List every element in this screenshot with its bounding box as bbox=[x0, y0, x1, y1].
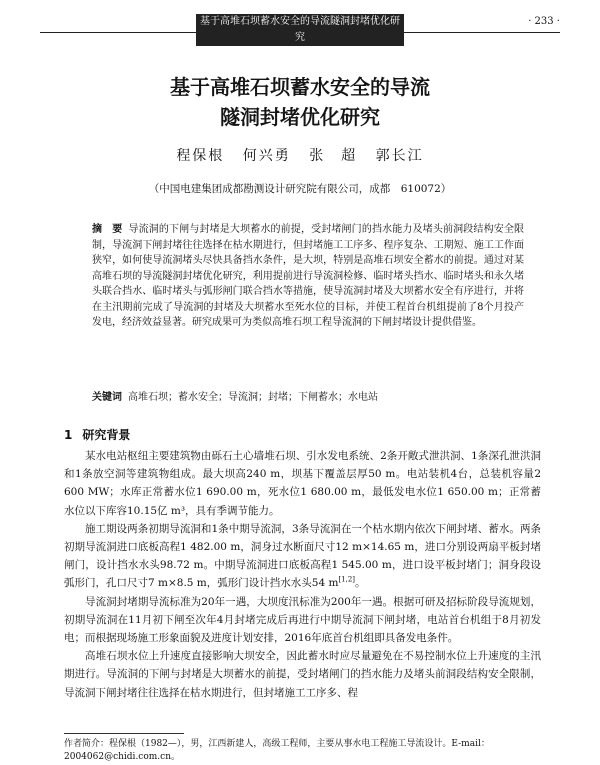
author-footnote: 作者简介：程保根（1982—），男，江西新建人，高级工程师，主要从事水电工程施工导流设计。E-mail：2004062@chidi.com.cn。 bbox=[64, 739, 490, 762]
abstract-label: 摘 要 bbox=[92, 224, 123, 235]
author-name: 程保根 bbox=[176, 148, 225, 164]
title-line-1: 基于高堆石坝蓄水安全的导流 bbox=[170, 75, 430, 99]
running-header-title: 基于高堆石坝蓄水安全的导流隧洞封堵优化研究 bbox=[196, 14, 404, 46]
citation-ref: [1,2] bbox=[338, 575, 356, 584]
paragraph bbox=[64, 520, 541, 593]
section-number: 1 bbox=[64, 428, 73, 442]
page-number: · 233 · bbox=[528, 16, 560, 27]
footnote-divider bbox=[64, 733, 184, 734]
keywords-label: 关键词 bbox=[92, 392, 122, 403]
author-name: 郭长江 bbox=[375, 148, 424, 164]
title-line-2: 隧洞封堵优化研究 bbox=[220, 105, 380, 129]
body-text bbox=[64, 447, 541, 702]
abstract-text: 导流洞的下闸与封堵是大坝蓄水的前提，受封堵闸门的挡水能力及堵头前洞段结构安全限制，导流洞下闸封堵往往选择在枯水期进行，但封堵施工工序多、程序复杂、工期短、施工工作面狭窄，如何使导流洞堵头尽快具备挡水条件，是大坝，特别是高堆石坝安全蓄水的前提。通过对某高堆石坝的导流隧洞封堵优化研究，利用提前进行导流洞检修、临时堵头挡水、临时堵头和永久堵头联合挡水、临时堵头与弧形闸门联合挡水等措施，使导流洞封堵及大坝蓄水安全有序进行，并将在主汛期前完成了导流洞的封堵及大坝蓄水至死水位的目标，并使工程首台机组提前了8个月投产发电，经济效益显著。研究成果可为类似高堆石坝工程导流洞的下闸封堵设计提供借鉴。 bbox=[92, 224, 525, 328]
section-title: 研究背景 bbox=[82, 428, 131, 442]
abstract bbox=[92, 222, 524, 331]
paragraph: 高堆石坝水位上升速度直接影响大坝安全，因此蓄水时应尽量避免在不易控制水位上升速度的主汛期进行。导流洞的下闸与封堵是大坝蓄水的前提，受封堵闸门的挡水能力及堵头前洞段结构安全限制，导流洞下闸封堵往往选择在枯水期进行，但封堵施工工序多、程 bbox=[64, 650, 541, 699]
paragraph: 某水电站枢纽主要建筑物由砾石土心墙堆石坝、引水发电系统、2条开敞式泄洪洞、1条深孔泄洪洞和1条放空洞等建筑物组成。最大坝高240 m，坝基下覆盖层厚50 m。电站装机4台，总装机容量2 600 MW；水库正常蓄水位1 690.00 m，死水位1 680.00 m，最低发电水位1 650.00 m；正常蓄水位以下库容10.15亿 m³，具有季调节能力。 bbox=[64, 450, 541, 517]
paper-title bbox=[0, 72, 600, 132]
author-name: 何兴勇 bbox=[242, 148, 291, 164]
author-name: 张 超 bbox=[309, 148, 358, 164]
running-header bbox=[40, 14, 560, 43]
paragraph-text: 施工期设两条初期导流洞和1条中期导流洞，3条导流洞在一个枯水期内依次下闸封堵、蓄水。两条初期导流洞进口底板高程1 482.00 m，洞身过水断面尺寸12 m×14.65 m，进口分别设两扇平板封堵闸门，设计挡水水头98.72 m。中期导流洞进口底板高程1 545.00 m，进口设平板封堵门；洞身段设弧形门，孔口尺寸7 m×8.5 m，弧形门设计挡水水头54 m bbox=[64, 522, 541, 590]
affiliation: （中国电建集团成都勘测设计研究院有限公司，成都 610072） bbox=[148, 183, 452, 195]
author-list bbox=[0, 145, 600, 165]
paragraph-text: 。 bbox=[355, 577, 366, 590]
keywords-text: 高堆石坝；蓄水安全；导流洞；封堵；下闸蓄水；水电站 bbox=[128, 392, 378, 403]
keywords bbox=[92, 390, 524, 405]
paragraph: 导流洞封堵期导流标准为20年一遇，大坝度汛标准为200年一遇。根据可研及招标阶段导流规划，初期导流洞在11月初下闸至次年4月封堵完成后再进行中期导流洞下闸封堵，电站首台机组于8月初发电；而根据现场施工形象面貌及进度计划安排，2016年底首台机组即具备发电条件。 bbox=[64, 595, 541, 645]
section-heading bbox=[64, 426, 130, 443]
